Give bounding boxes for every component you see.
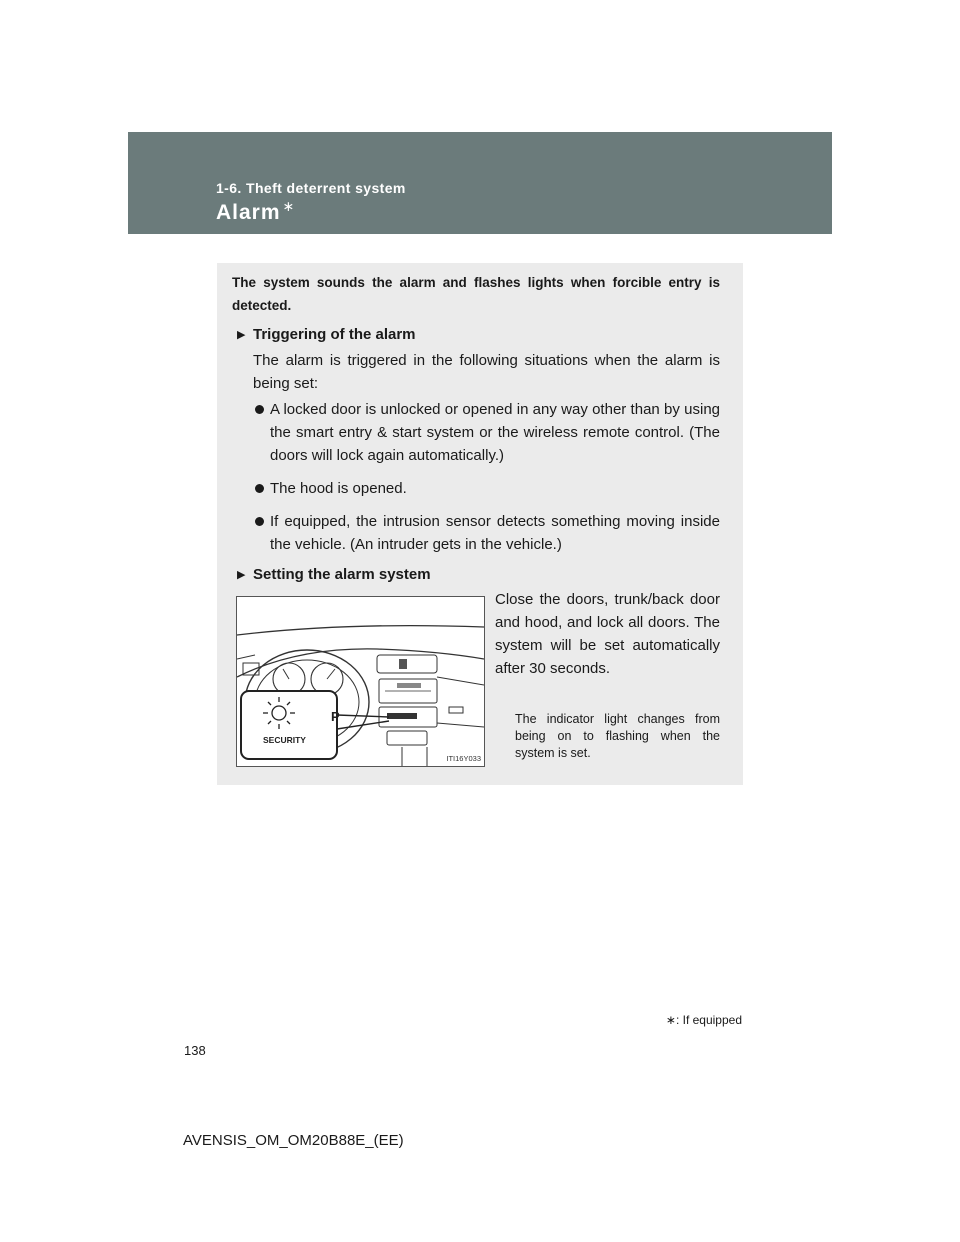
list-item (253, 398, 720, 467)
triggering-heading (237, 326, 416, 343)
section-label: 1-6. Theft deterrent system (216, 180, 406, 196)
page-title (216, 198, 295, 225)
triangle-marker-icon: ▶ (237, 329, 246, 341)
content-panel (217, 263, 743, 785)
intro-text: The system sounds the alarm and flashes lights when forcible entry is detected. (232, 275, 720, 313)
page-title-text: Alarm (216, 201, 281, 224)
section-header (128, 132, 832, 234)
footnote: ∗: If equipped (665, 1013, 742, 1027)
triggering-heading-text: Triggering of the alarm (253, 326, 416, 343)
triggering-text: The alarm is triggered in the following situations when the alarm is being set: (253, 352, 720, 392)
bullet-dot-icon (255, 517, 264, 526)
security-label: SECURITY (263, 735, 306, 745)
setting-heading-text: Setting the alarm system (253, 566, 431, 583)
setting-note: The indicator light changes from being on to flashing when the system is set. (515, 712, 720, 760)
setting-text: Close the doors, trunk/back door and hood, and lock all doors. The system will be set automatically after 30 seconds. (495, 591, 720, 677)
svg-text:P: P (331, 709, 340, 724)
if-equipped-mark: ∗ (282, 198, 296, 214)
list-item-text: If equipped, the intrusion sensor detects something moving inside the vehicle. (An intruder gets in the vehicle.) (270, 513, 720, 553)
list-item (253, 510, 720, 556)
list-item-text: A locked door is unlocked or opened in any way other than by using the smart entry & start system or the wireless remote control. (The doors will lock again automatically.) (270, 401, 720, 464)
dashboard-drawing (237, 597, 484, 766)
setting-heading (237, 566, 431, 583)
bullet-dot-icon (255, 484, 264, 493)
triangle-marker-icon: ▶ (237, 569, 246, 581)
list-item-text: The hood is opened. (270, 480, 407, 497)
document-code: AVENSIS_OM_OM20B88E_(EE) (183, 1132, 404, 1149)
list-item (253, 477, 720, 500)
bullet-dot-icon (255, 405, 264, 414)
figure-code: ITI16Y033 (446, 754, 481, 763)
page-number: 138 (184, 1043, 206, 1058)
dashboard-illustration (236, 596, 485, 767)
